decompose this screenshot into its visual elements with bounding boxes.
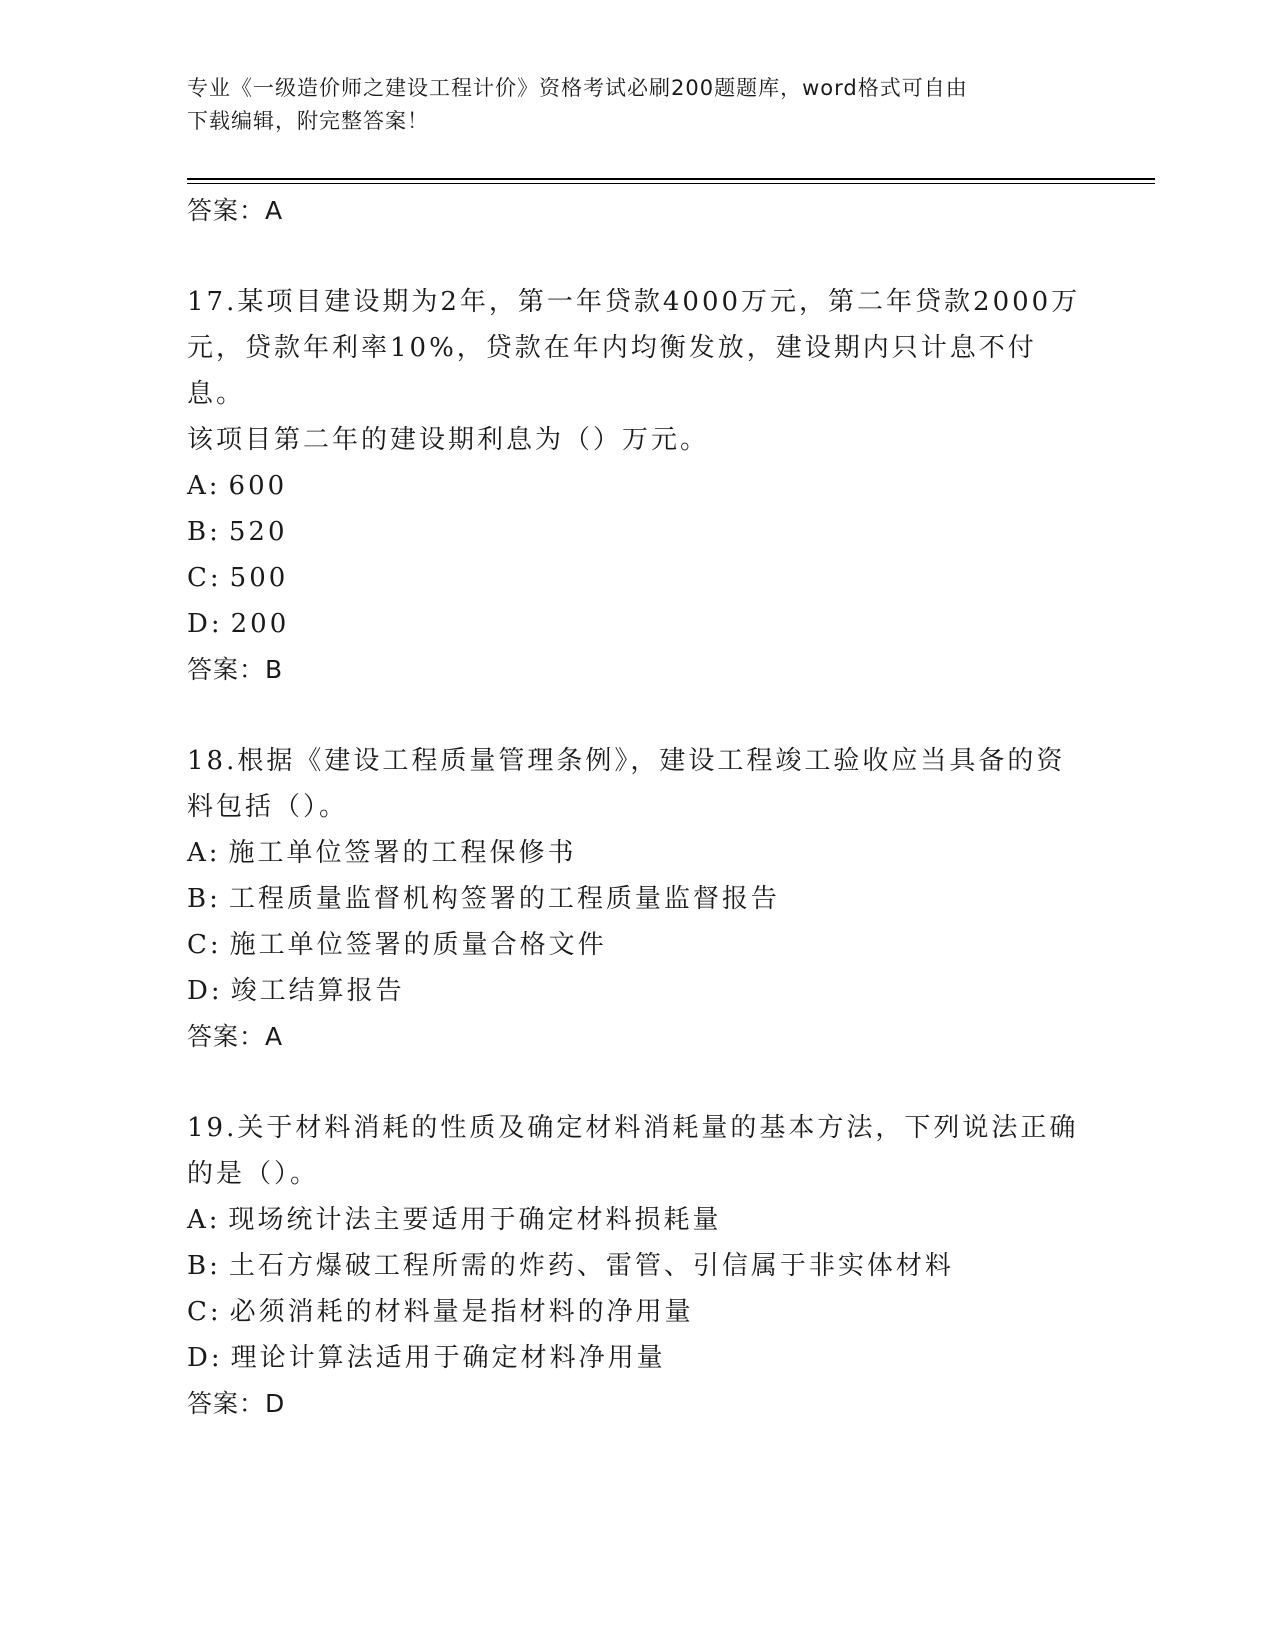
spacer	[187, 693, 1087, 738]
option-b	[187, 509, 1087, 555]
option-letter: A:	[187, 1205, 221, 1235]
question-stem	[187, 1105, 1087, 1197]
option-text: 理论计算法适用于确定材料净用量	[230, 1343, 666, 1373]
stem-line: 元，贷款年利率10%，贷款在年内均衡发放，建设期内只计息不付息。	[187, 333, 1037, 409]
question-stem	[187, 279, 1087, 463]
option-b	[187, 876, 1087, 922]
spacer	[187, 1060, 1087, 1105]
option-a	[187, 463, 1087, 509]
answer-line: 答案：D	[187, 1389, 286, 1418]
option-d	[187, 968, 1087, 1014]
option-letter: C:	[187, 930, 222, 960]
question-19	[187, 1105, 1087, 1427]
option-a	[187, 1197, 1087, 1243]
answer-line: 答案：A	[187, 1022, 284, 1051]
option-letter: C:	[187, 1297, 222, 1327]
option-text: 现场统计法主要适用于确定材料损耗量	[228, 1205, 722, 1235]
option-text: 600	[228, 471, 288, 501]
option-letter: B:	[187, 517, 221, 547]
option-c	[187, 555, 1087, 601]
option-text: 必须消耗的材料量是指材料的净用量	[229, 1297, 694, 1327]
option-text: 竣工结算报告	[230, 976, 405, 1006]
stem-line: 的是（）。	[187, 1159, 320, 1189]
option-text: 520	[228, 517, 288, 547]
option-text: 200	[230, 609, 290, 639]
question-17	[187, 279, 1087, 693]
option-letter: A:	[187, 838, 221, 868]
spacer	[187, 234, 1087, 279]
header-rule-thick	[187, 178, 1155, 180]
answer-line: 答案：B	[187, 655, 284, 684]
option-b	[187, 1243, 1087, 1289]
stem-line: 19.关于材料消耗的性质及确定材料消耗量的基本方法，下列说法正确	[187, 1113, 1079, 1143]
question-18	[187, 738, 1087, 1060]
option-d	[187, 1335, 1087, 1381]
option-letter: B:	[187, 884, 221, 914]
option-letter: D:	[187, 1343, 223, 1373]
option-text: 工程质量监督机构签署的工程质量监督报告	[228, 884, 780, 914]
previous-answer: 答案：A	[187, 196, 284, 225]
option-text: 土石方爆破工程所需的炸药、雷管、引信属于非实体材料	[228, 1251, 954, 1281]
question-stem	[187, 738, 1087, 830]
option-text: 500	[229, 563, 289, 593]
stem-line: 该项目第二年的建设期利息为（）万元。	[187, 425, 710, 455]
page-header	[187, 72, 1067, 138]
option-d	[187, 601, 1087, 647]
option-text: 施工单位签署的质量合格文件	[229, 930, 607, 960]
stem-line: 17.某项目建设期为2年，第一年贷款4000万元，第二年贷款2000万	[187, 287, 1081, 317]
stem-line: 18.根据《建设工程质量管理条例》，建设工程竣工验收应当具备的资	[187, 746, 1066, 776]
document-body	[187, 188, 1087, 1427]
stem-line: 料包括（）。	[187, 792, 349, 822]
header-line-1: 专业《一级造价师之建设工程计价》资格考试必刷200题题库，word格式可自由	[187, 76, 968, 100]
option-text: 施工单位签署的工程保修书	[228, 838, 577, 868]
option-letter: D:	[187, 609, 223, 639]
header-line-2: 下载编辑，附完整答案！	[187, 109, 429, 133]
header-rule-thin	[187, 183, 1155, 184]
option-letter: A:	[187, 471, 221, 501]
option-letter: B:	[187, 1251, 221, 1281]
option-c	[187, 922, 1087, 968]
option-letter: C:	[187, 563, 222, 593]
option-letter: D:	[187, 976, 223, 1006]
option-a	[187, 830, 1087, 876]
option-c	[187, 1289, 1087, 1335]
